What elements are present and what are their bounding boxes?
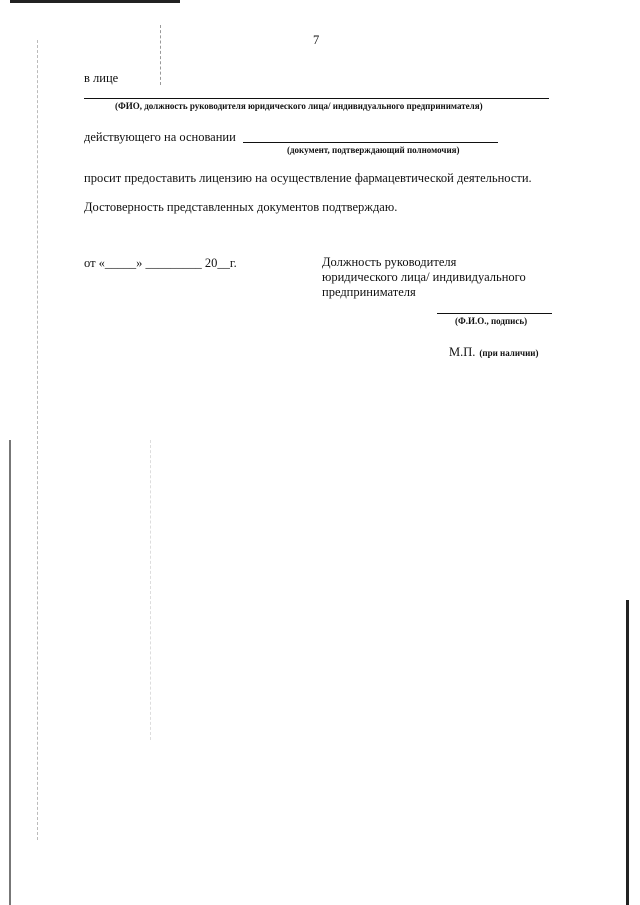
- scan-left-edge: [9, 440, 11, 905]
- confirm-text: Достоверность представленных документов подтверждаю.: [84, 200, 398, 214]
- position-line-3: предпринимателя: [322, 285, 416, 299]
- position-line-1: Должность руководителя: [322, 255, 457, 269]
- page-number: 7: [313, 33, 320, 47]
- position-line-2: юридического лица/ индивидуального: [322, 270, 526, 284]
- date-field: от «_____» _________ 20__г.: [84, 256, 237, 270]
- fio-caption: (ФИО, должность руководителя юридического лица/ индивидуального предпринимателя): [115, 101, 483, 111]
- stamp-block: [449, 343, 538, 361]
- fio-line: [84, 98, 549, 99]
- basis-label: действующего на основании: [84, 130, 236, 144]
- basis-caption: (документ, подтверждающий полномочия): [287, 145, 460, 155]
- scan-top-edge: [10, 0, 180, 3]
- signature-line: [437, 313, 552, 314]
- stamp-label: М.П.: [449, 345, 476, 359]
- scan-dash-mid: [160, 25, 162, 85]
- scan-dash-left: [37, 40, 39, 840]
- signature-caption: (Ф.И.О., подпись): [455, 316, 528, 326]
- scan-dash-mid2: [150, 440, 152, 740]
- basis-line: [243, 142, 498, 143]
- request-text: просит предоставить лицензию на осуществление фармацевтической деятельности.: [84, 171, 532, 185]
- face-label: в лице: [84, 71, 119, 85]
- scan-right-edge: [626, 600, 629, 905]
- stamp-note: (при наличии): [479, 348, 539, 358]
